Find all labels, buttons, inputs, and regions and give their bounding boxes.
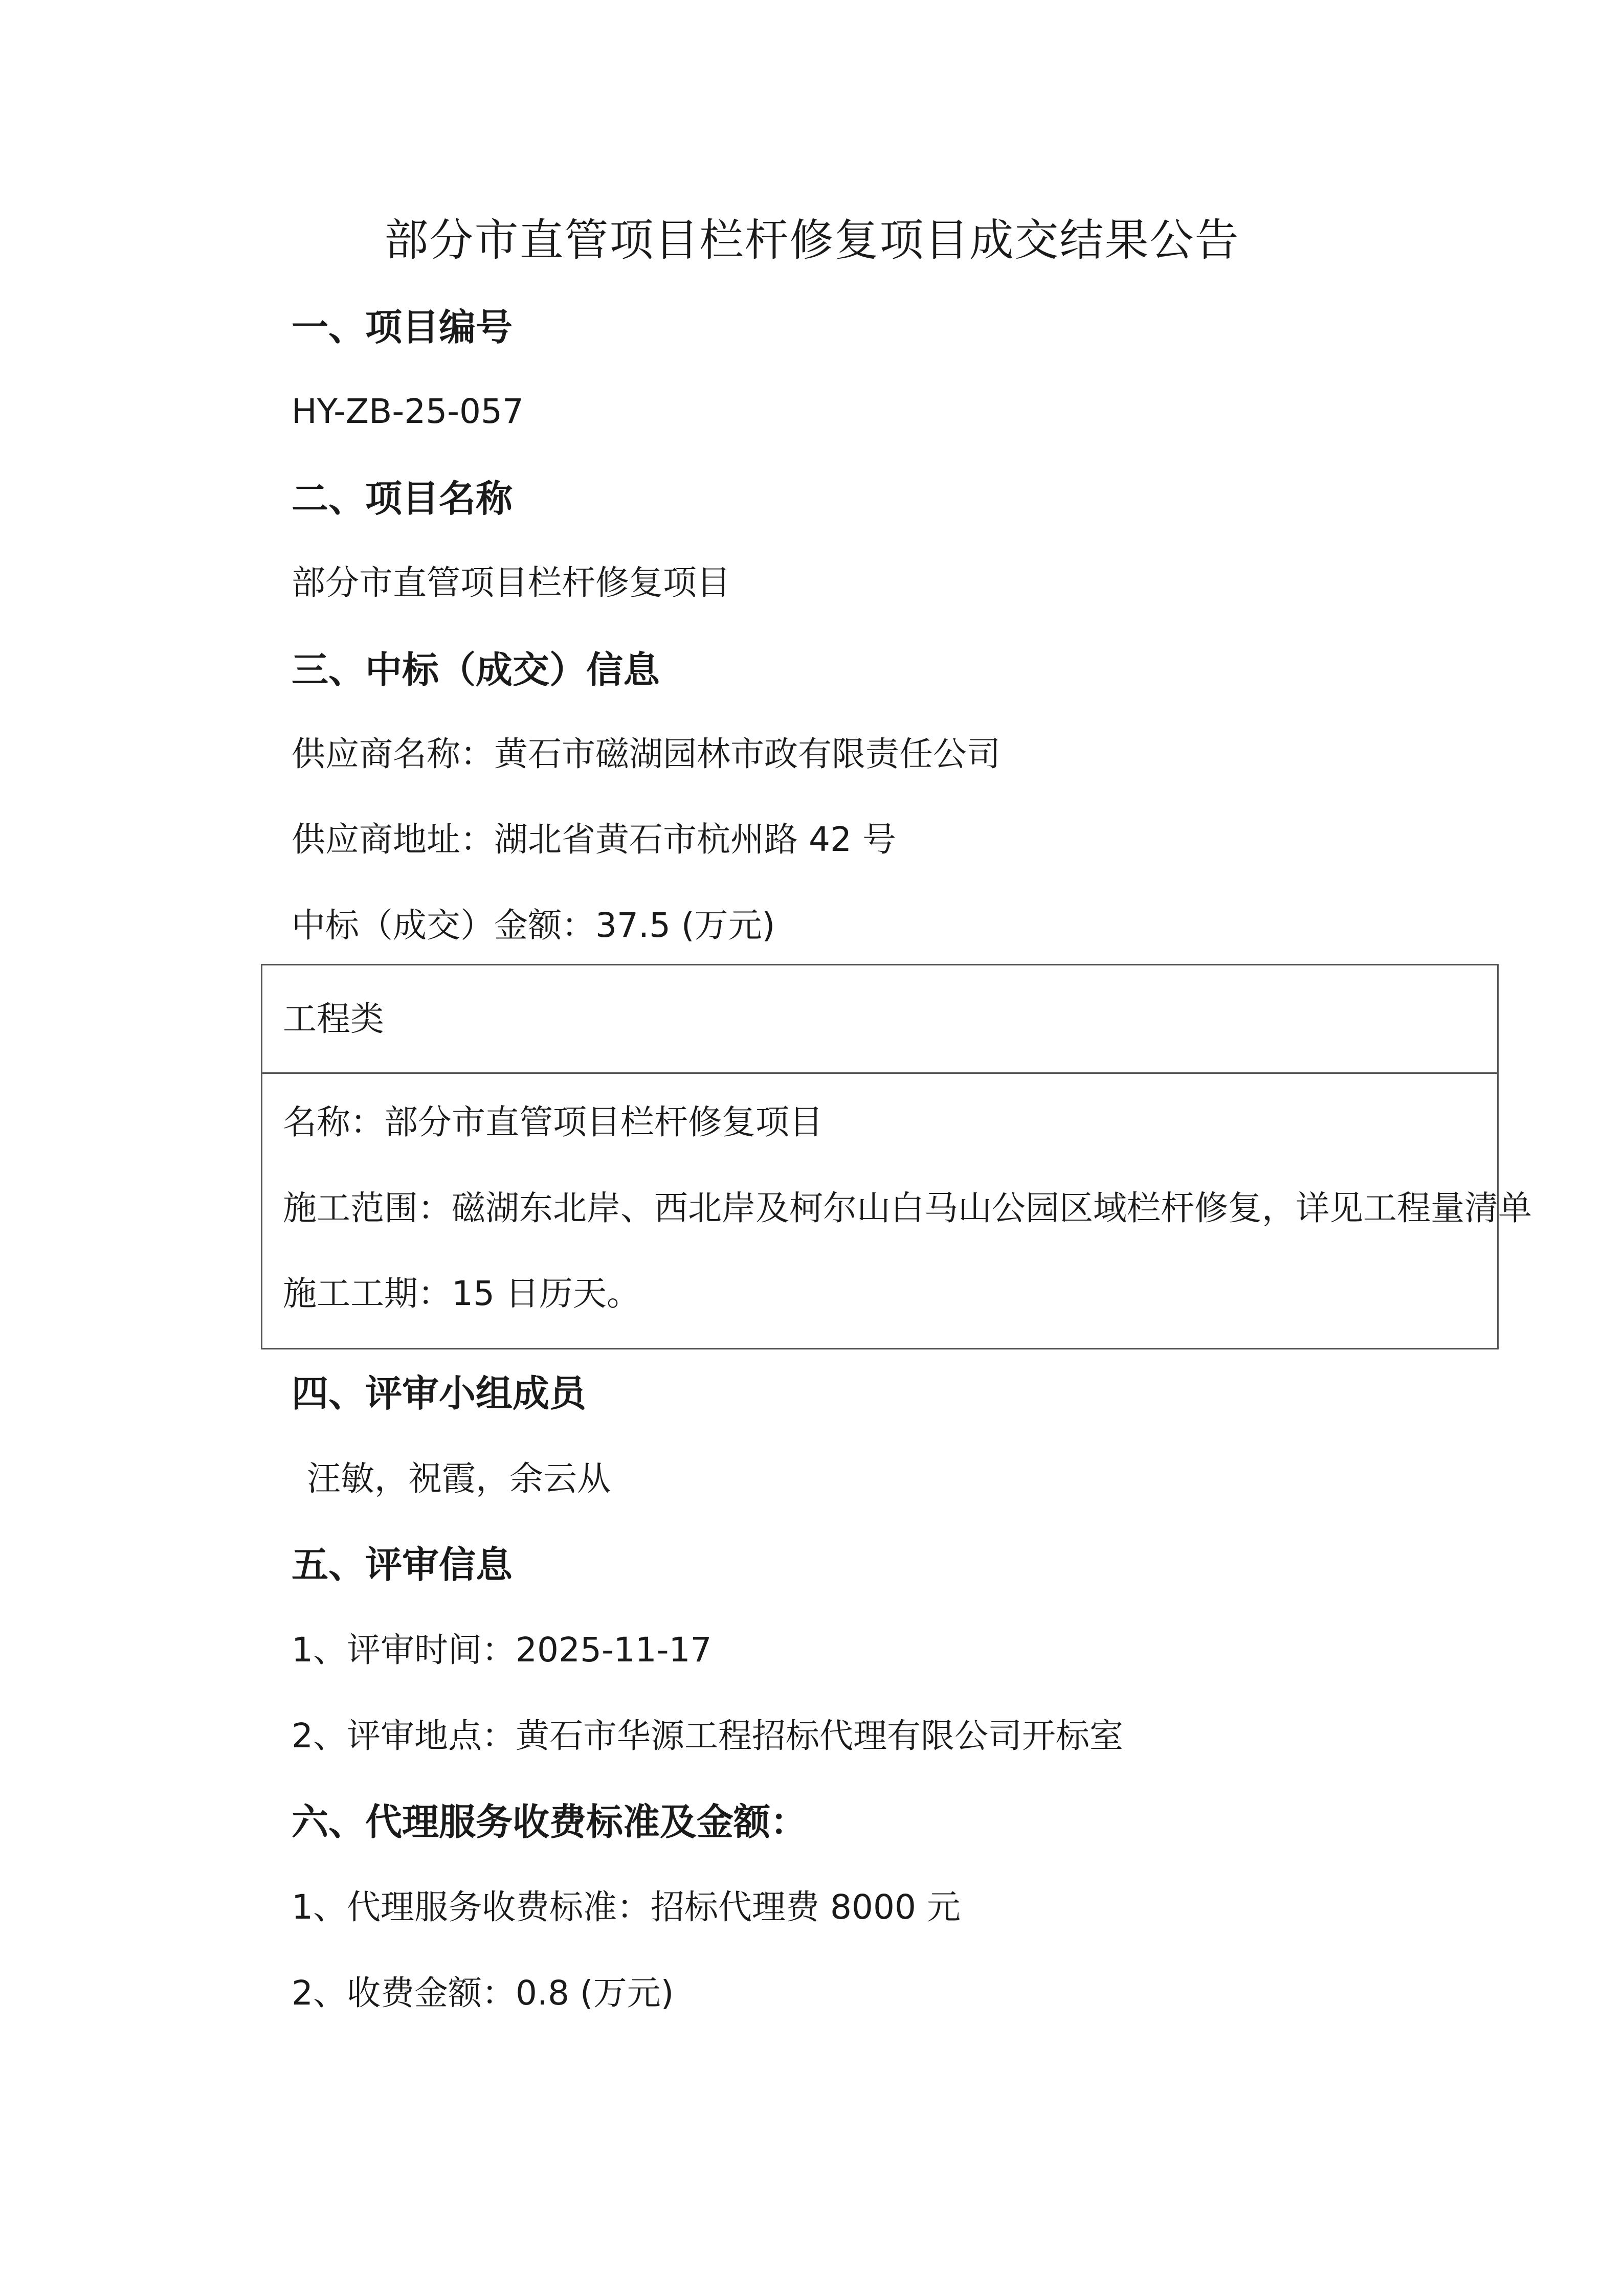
supplier-name: 供应商名称：黄石市磁湖园林市政有限责任公司 [292, 734, 1000, 774]
construction-duration: 施工工期：15 日历天。 [283, 1274, 640, 1313]
section-award-info-heading: 三、中标（成交）信息 [292, 648, 660, 691]
document-title: 部分市直管项目栏杆修复项目成交结果公告 [384, 215, 1240, 266]
agency-fee-standard: 1、代理服务收费标准：招标代理费 8000 元 [292, 1887, 961, 1927]
project-category-row [262, 965, 1497, 1074]
project-detail-name: 名称：部分市直管项目栏杆修复项目 [283, 1102, 823, 1142]
agency-fee-amount: 2、收费金额：0.8 (万元) [292, 1973, 674, 2013]
supplier-address: 供应商地址：湖北省黄石市杭州路 42 号 [292, 820, 896, 859]
award-amount: 中标（成交）金额：37.5 (万元) [292, 906, 775, 945]
section-review-panel-heading: 四、评审小组成员 [292, 1372, 587, 1415]
project-category: 工程类 [283, 999, 384, 1039]
section-agency-fee-heading: 六、代理服务收费标准及金额： [292, 1800, 808, 1843]
project-details-box [261, 964, 1532, 1349]
construction-scope: 施工范围：磁湖东北岸、西北岸及柯尔山白马山公园区域栏杆修复，详见工程量清单 [283, 1188, 1532, 1228]
review-place: 2、评审地点：黄石市华源工程招标代理有限公司开标室 [292, 1716, 1123, 1755]
section-project-name-heading: 二、项目名称 [292, 477, 513, 520]
section-project-number-heading: 一、项目编号 [292, 306, 513, 349]
review-panel-members: 汪敏，祝霞，余云从 [307, 1459, 611, 1498]
review-time: 1、评审时间：2025-11-17 [292, 1630, 712, 1670]
project-name-value: 部分市直管项目栏杆修复项目 [292, 563, 730, 602]
project-number-value: HY-ZB-25-057 [292, 392, 524, 431]
section-review-info-heading: 五、评审信息 [292, 1543, 513, 1586]
